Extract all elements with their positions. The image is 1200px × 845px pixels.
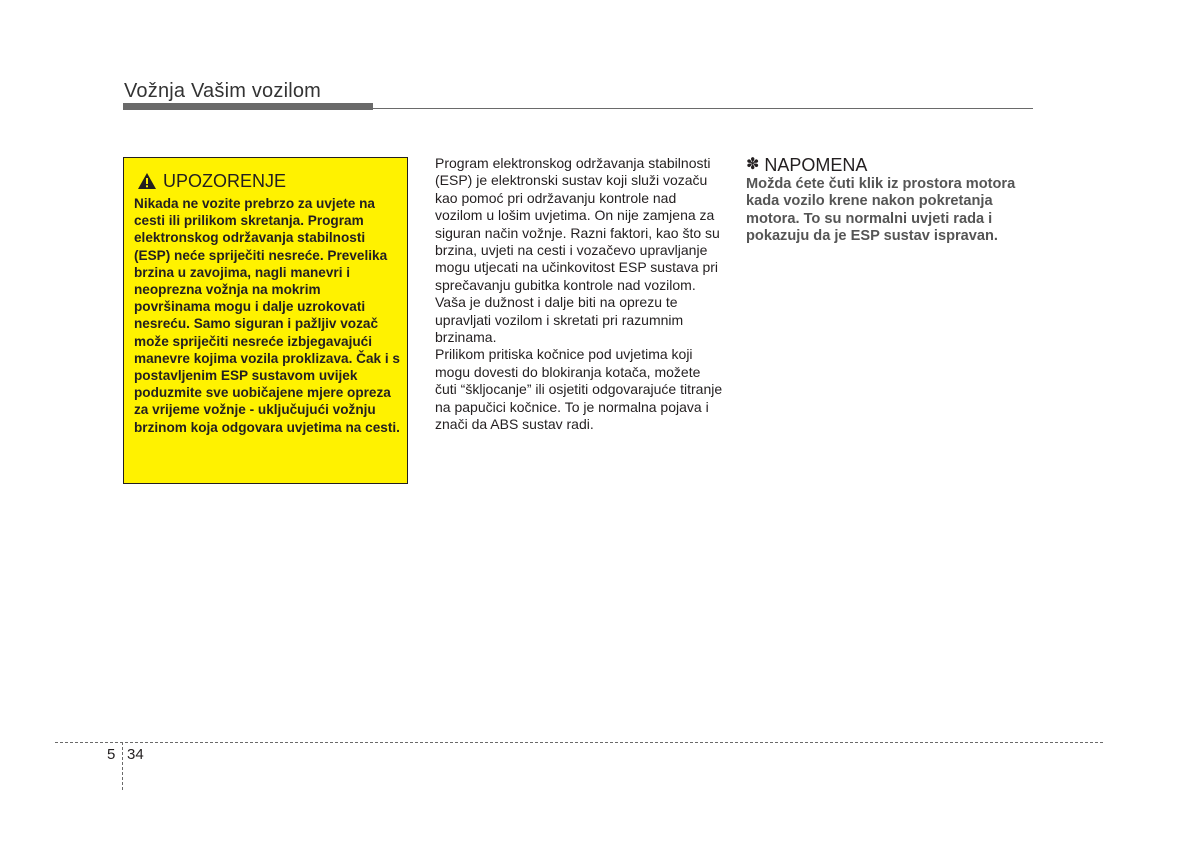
footer-divider <box>55 742 1103 743</box>
page-title: Vožnja Vašim vozilom <box>124 80 322 102</box>
warning-title: UPOZORENJE <box>163 171 287 191</box>
note-title: NAPOMENA <box>764 155 868 175</box>
section-number: 5 <box>107 746 116 763</box>
header-rule-thin <box>373 108 1033 109</box>
note-header <box>746 154 1036 176</box>
warning-text: Nikada ne vozite prebrzo za uvjete na cesti ili prilikom skretanja. Program elektronskog održavanja stabilnosti (ESP) neće spriječiti nesreće. Prevelika brzina u zavojima, nagli manevri i neoprezna vožnja na mokrim površinama mogu i dalje uzrokovati nesreću. Samo siguran i pažljiv vozač može spriječiti nesreće izbjegavajući manevre kojima vozila proklizava. Čak i s postavljenim ESP sustavom uvijek poduzmite sve uobičajene mjere opreza za vrijeme vožnje - uključujući vožnju brzinom koja odgovara uvjetima na cesti. <box>134 196 400 435</box>
note-text: Možda ćete čuti klik iz prostora motora kada vozilo krene nakon pokretanja motora. To su normalni uvjeti rada i pokazuju da je ESP sustav ispravan. <box>746 176 1016 245</box>
warning-triangle-icon <box>137 172 157 190</box>
body-paragraph-esp: Program elektronskog održavanja stabilnosti (ESP) je elektronski sustav koji služi vozaču kao pomoć pri održavanju kontrole nad vozilom u lošim uvjetima. On nije zamjena za siguran način vožnje. Razni faktori, kao što su brzina, uvjeti na cesti i vozačevo upravljanje mogu utjecati na učinkovitost ESP sustava pri sprečavanju gubitka kontrole nad vozilom. Vaša je dužnost i dalje biti na oprezu te upravljati vozilom i skretati pri razumnim brzinama. <box>435 155 720 346</box>
note-star-icon: ✽ <box>746 156 760 173</box>
body-column <box>435 155 725 434</box>
note-section <box>746 154 1036 246</box>
body-paragraph-abs: Prilikom pritiska kočnice pod uvjetima koji mogu dovesti do blokiranja kotača, možete čuti “škljocanje” ili osjetiti odgovarajuće titranje na papučici kočnice. To je normalna pojava i znači da ABS sustav radi. <box>435 346 723 433</box>
warning-header <box>137 171 286 191</box>
header-rule-thick <box>123 103 373 110</box>
footer-vertical-divider <box>122 742 123 790</box>
warning-box <box>123 157 408 484</box>
page-number: 34 <box>127 746 144 763</box>
